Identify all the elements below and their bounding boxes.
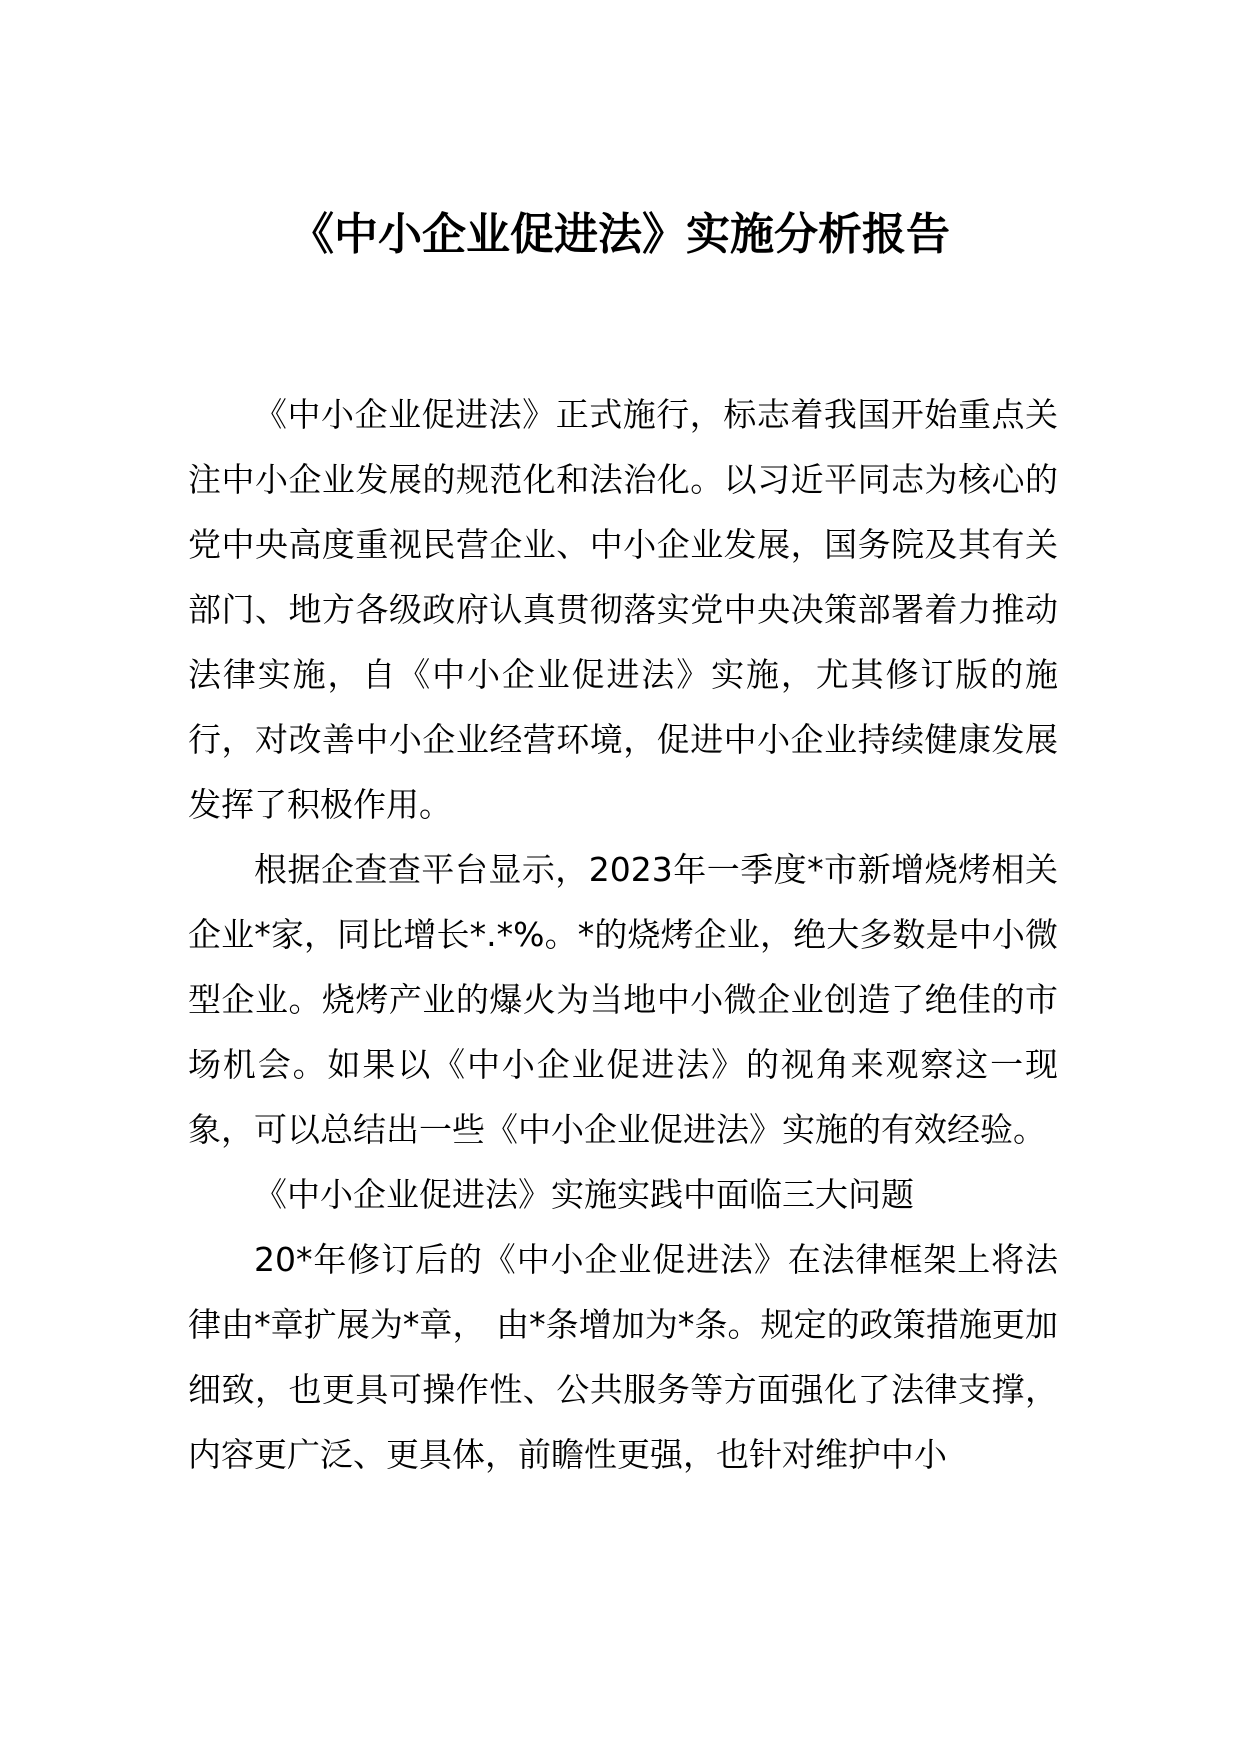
paragraph-revision: 20*年修订后的《中小企业促进法》在法律框架上将法律由*章扩展为*章， 由*条增加为*条。规定的政策措施更加细致，也更具可操作性、公共服务等方面强化了法律支撑，内容更广泛、更具体，前瞻性更强，也针对维护中小	[188, 1240, 1058, 1474]
section-heading-problems: 《中小企业促进法》实施实践中面临三大问题	[254, 1175, 914, 1214]
paragraph-intro: 《中小企业促进法》正式施行，标志着我国开始重点关注中小企业发展的规范化和法治化。以习近平同志为核心的党中央高度重视民营企业、中小企业发展，国务院及其有关部门、地方各级政府认真贯彻落实党中央决策部署着力推动法律实施，自《中小企业促进法》实施，尤其修订版的施行，对改善中小企业经营环境，促进中小企业持续健康发展发挥了积极作用。	[188, 395, 1058, 824]
document-title: 《中小企业促进法》实施分析报告	[290, 209, 950, 260]
document-body	[188, 382, 1058, 1487]
paragraph-bbq-data: 根据企查查平台显示，2023年一季度*市新增烧烤相关企业*家，同比增长*.*%。*的烧烤企业，绝大多数是中小微型企业。烧烤产业的爆火为当地中小微企业创造了绝佳的市场机会。如果以《中小企业促进法》的视角来观察这一现象，可以总结出一些《中小企业促进法》实施的有效经验。	[188, 850, 1058, 1149]
